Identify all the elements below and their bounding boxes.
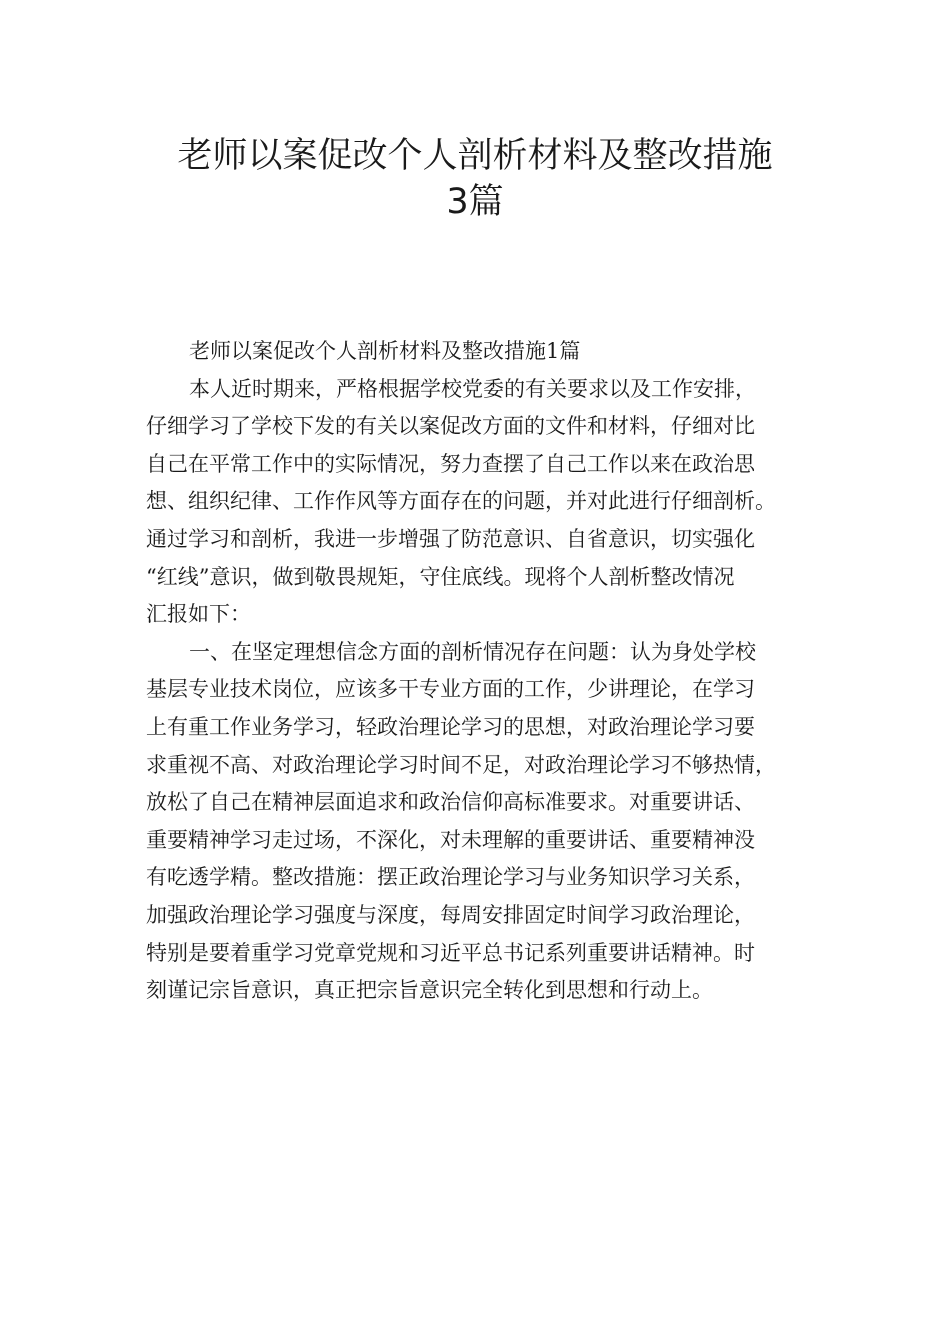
paragraph-line: 通过学习和剖析，我进一步增强了防范意识、自省意识，切实强化	[146, 526, 755, 551]
paragraph-line: 加强政治理论学习强度与深度，每周安排固定时间学习政治理论，	[146, 902, 755, 927]
paragraph-line: 求重视不高、对政治理论学习时间不足，对政治理论学习不够热情，	[146, 752, 776, 777]
document-title	[100, 133, 850, 225]
paragraph-line: 本人近时期来，严格根据学校党委的有关要求以及工作安排，	[189, 376, 756, 401]
paragraph-line: 自己在平常工作中的实际情况，努力查摆了自己工作以来在政治思	[146, 451, 755, 476]
paragraph-line: “红线”意识，做到敬畏规矩，守住底线。现将个人剖析整改情况	[146, 564, 735, 589]
document-body	[146, 333, 826, 1010]
paragraph-line: 一、在坚定理想信念方面的剖析情况存在问题：认为身处学校	[189, 639, 756, 664]
title-line-2: 3篇	[446, 182, 504, 222]
paragraph-line: 汇报如下：	[146, 602, 251, 627]
paragraph-line: 重要精神学习走过场，不深化，对未理解的重要讲话、重要精神没	[146, 827, 755, 852]
paragraph-line: 放松了自己在精神层面追求和政治信仰高标准要求。对重要讲话、	[146, 790, 755, 815]
paragraph-line: 仔细学习了学校下发的有关以案促改方面的文件和材料，仔细对比	[146, 414, 755, 439]
paragraph-line: 有吃透学精。整改措施：摆正政治理论学习与业务知识学习关系，	[146, 865, 755, 890]
title-line-1: 老师以案促改个人剖析材料及整改措施	[177, 136, 773, 176]
section-heading: 老师以案促改个人剖析材料及整改措施1篇	[189, 339, 581, 363]
paragraph-line: 想、组织纪律、工作作风等方面存在的问题，并对此进行仔细剖析。	[146, 489, 776, 514]
paragraph-2	[146, 634, 826, 1010]
paragraph-line: 刻谨记宗旨意识，真正把宗旨意识完全转化到思想和行动上。	[146, 978, 713, 1003]
paragraph-1	[146, 371, 826, 634]
paragraph-line: 上有重工作业务学习，轻政治理论学习的思想，对政治理论学习要	[146, 714, 755, 739]
paragraph-line: 特别是要着重学习党章党规和习近平总书记系列重要讲话精神。时	[146, 940, 755, 965]
paragraph-line: 基层专业技术岗位，应该多干专业方面的工作，少讲理论，在学习	[146, 677, 755, 702]
